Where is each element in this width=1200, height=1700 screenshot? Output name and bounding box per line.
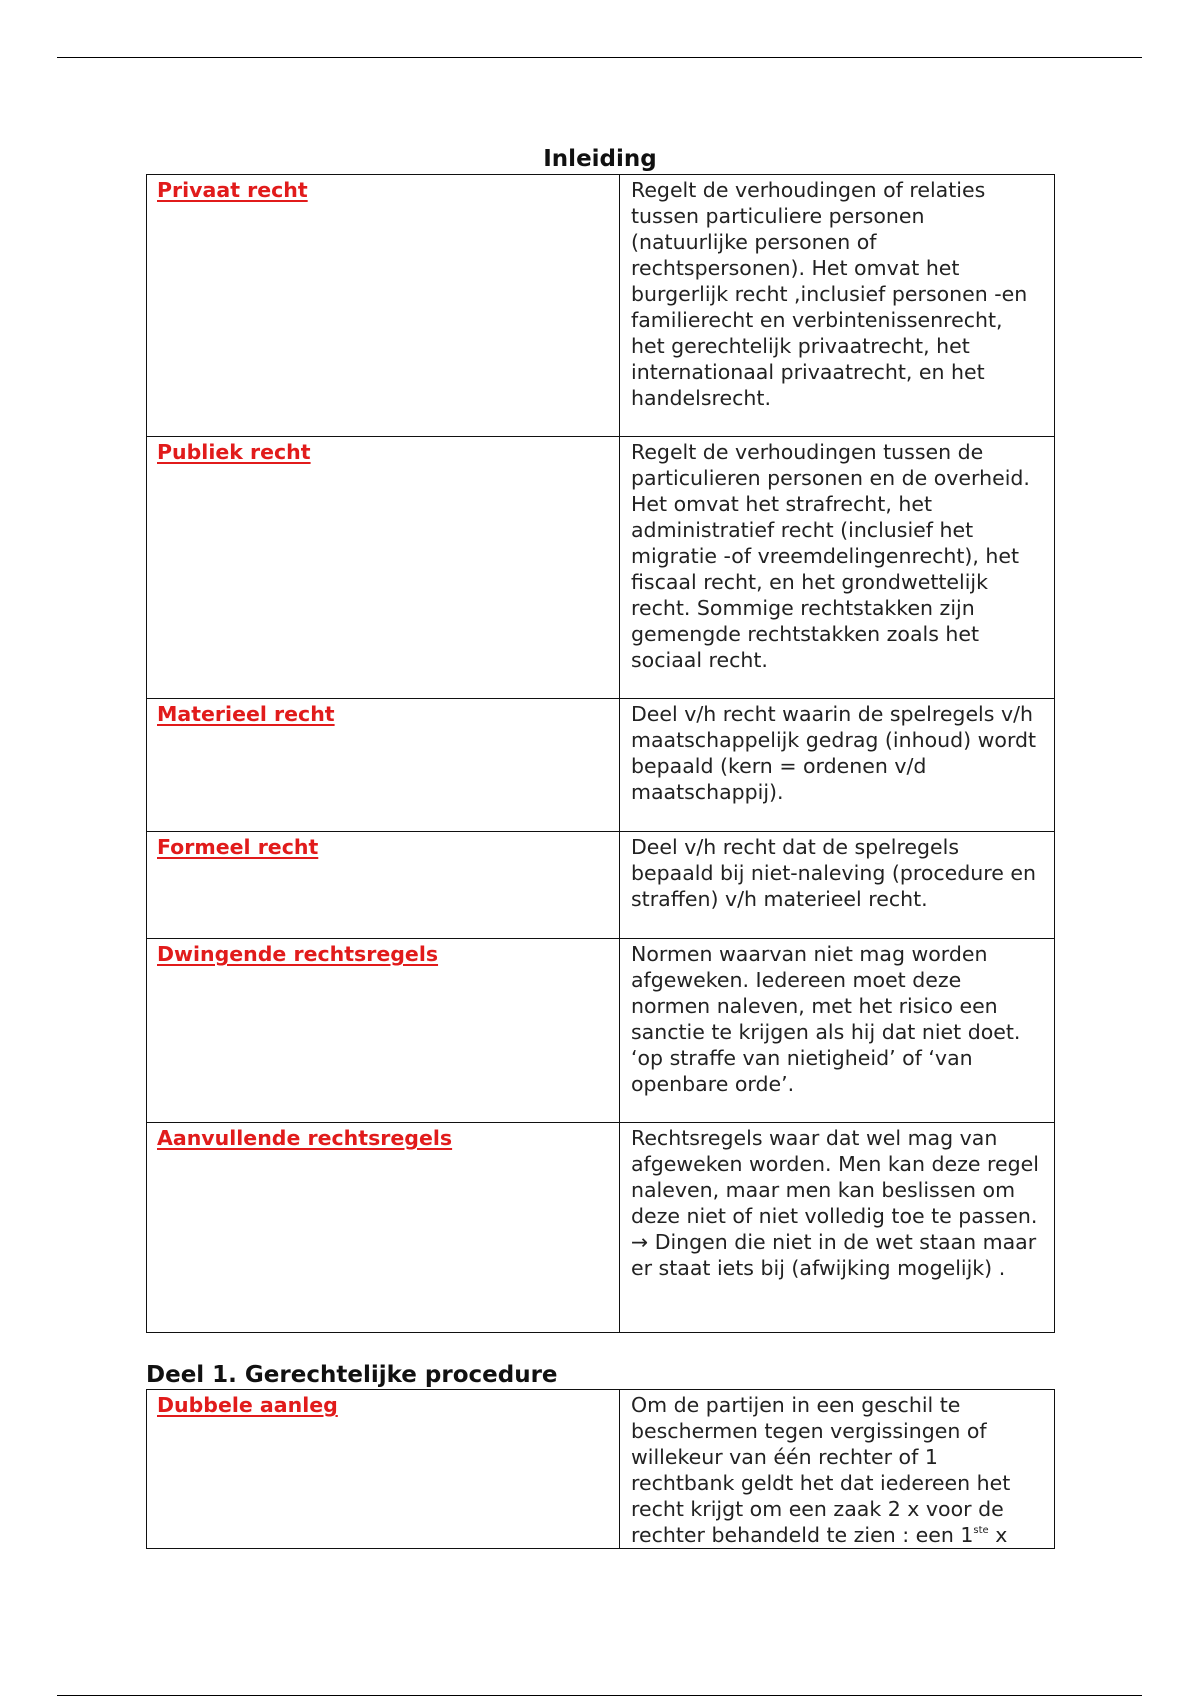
definition-cell: [620, 437, 1055, 699]
definition-cell: [620, 175, 1055, 437]
definition-cell: [620, 939, 1055, 1123]
definitions-table-inleiding: [146, 174, 1055, 1333]
term-cell: [147, 832, 620, 939]
term-cell: [147, 699, 620, 832]
section-title-inleiding: Inleiding: [543, 146, 657, 172]
definition-dubbele-aanleg: [631, 1392, 1042, 1548]
table-row: [147, 1123, 1055, 1333]
definition-aanvullende-rechtsregels: Rechtsregels waar dat wel mag van afgeweken worden. Men kan deze regel naleven, maar men kan beslissen om deze niet of niet volledig toe te passen. → Dingen die niet in de wet staan maar er staat iets bij (afwijking mogelijk) .: [631, 1126, 1039, 1280]
term-materieel-recht: Materieel recht: [157, 702, 335, 726]
term-cell: [147, 1123, 620, 1333]
term-cell: [147, 1390, 620, 1549]
definition-publiek-recht: Regelt de verhoudingen tussen de particulieren personen en de overheid. Het omvat het strafrecht, het administratief recht (inclusief het migratie -of vreemdelingenrecht), het fiscaal recht, en het grondwettelijk recht. Sommige rechtstakken zijn gemengde rechtstakken zoals het sociaal recht.: [631, 440, 1030, 672]
table-row: [147, 175, 1055, 437]
term-dubbele-aanleg: Dubbele aanleg: [157, 1393, 338, 1417]
table-row: [147, 939, 1055, 1123]
ordinal-superscript: ste: [973, 1525, 989, 1536]
footer-rule: [57, 1695, 1142, 1696]
definition-materieel-recht: Deel v/h recht waarin de spelregels v/h maatschappelijk gedrag (inhoud) wordt bepaald (kern = ordenen v/d maatschappij).: [631, 702, 1037, 804]
term-aanvullende-rechtsregels: Aanvullende rechtsregels: [157, 1126, 453, 1150]
term-dwingende-rechtsregels: Dwingende rechtsregels: [157, 942, 439, 966]
table-row: [147, 437, 1055, 699]
table-row: [147, 1390, 1055, 1549]
table-row: [147, 832, 1055, 939]
definition-cell: [620, 832, 1055, 939]
term-cell: [147, 175, 620, 437]
section-title-deel-1: Deel 1. Gerechtelijke procedure: [146, 1362, 558, 1388]
header-rule: [57, 57, 1142, 58]
definition-cell: [620, 699, 1055, 832]
definition-formeel-recht: Deel v/h recht dat de spelregels bepaald bij niet-naleving (procedure en straffen) v/h materieel recht.: [631, 835, 1036, 911]
definition-dwingende-rechtsregels: Normen waarvan niet mag worden afgeweken. Iedereen moet deze normen naleven, met het risico een sanctie te krijgen als hij dat niet doet. ‘op straffe van nietigheid’ of ‘van openbare orde’.: [631, 942, 1021, 1096]
table-row: [147, 699, 1055, 832]
term-cell: [147, 939, 620, 1123]
definition-cell: [620, 1390, 1055, 1549]
definitions-table-deel-1: [146, 1389, 1055, 1549]
definition-cell: [620, 1123, 1055, 1333]
definition-privaat-recht: Regelt de verhoudingen of relaties tussen particuliere personen (natuurlijke personen of rechtspersonen). Het omvat het burgerlijk recht ,inclusief personen -en familierecht en verbintenissenrecht, het gerechtelijk privaatrecht, het internationaal privaatrecht, en het handelsrecht.: [631, 178, 1028, 410]
definition-dubbele-aanleg-trailing: x: [988, 1523, 1008, 1547]
definition-dubbele-aanleg-text: Om de partijen in een geschil te beschermen tegen vergissingen of willekeur van één rechter of 1 rechtbank geldt het dat iedereen het recht krijgt om een zaak 2 x voor de rechter behandeld te zien : een 1: [631, 1393, 1011, 1547]
term-formeel-recht: Formeel recht: [157, 835, 319, 859]
term-privaat-recht: Privaat recht: [157, 178, 308, 202]
term-cell: [147, 437, 620, 699]
term-publiek-recht: Publiek recht: [157, 440, 311, 464]
